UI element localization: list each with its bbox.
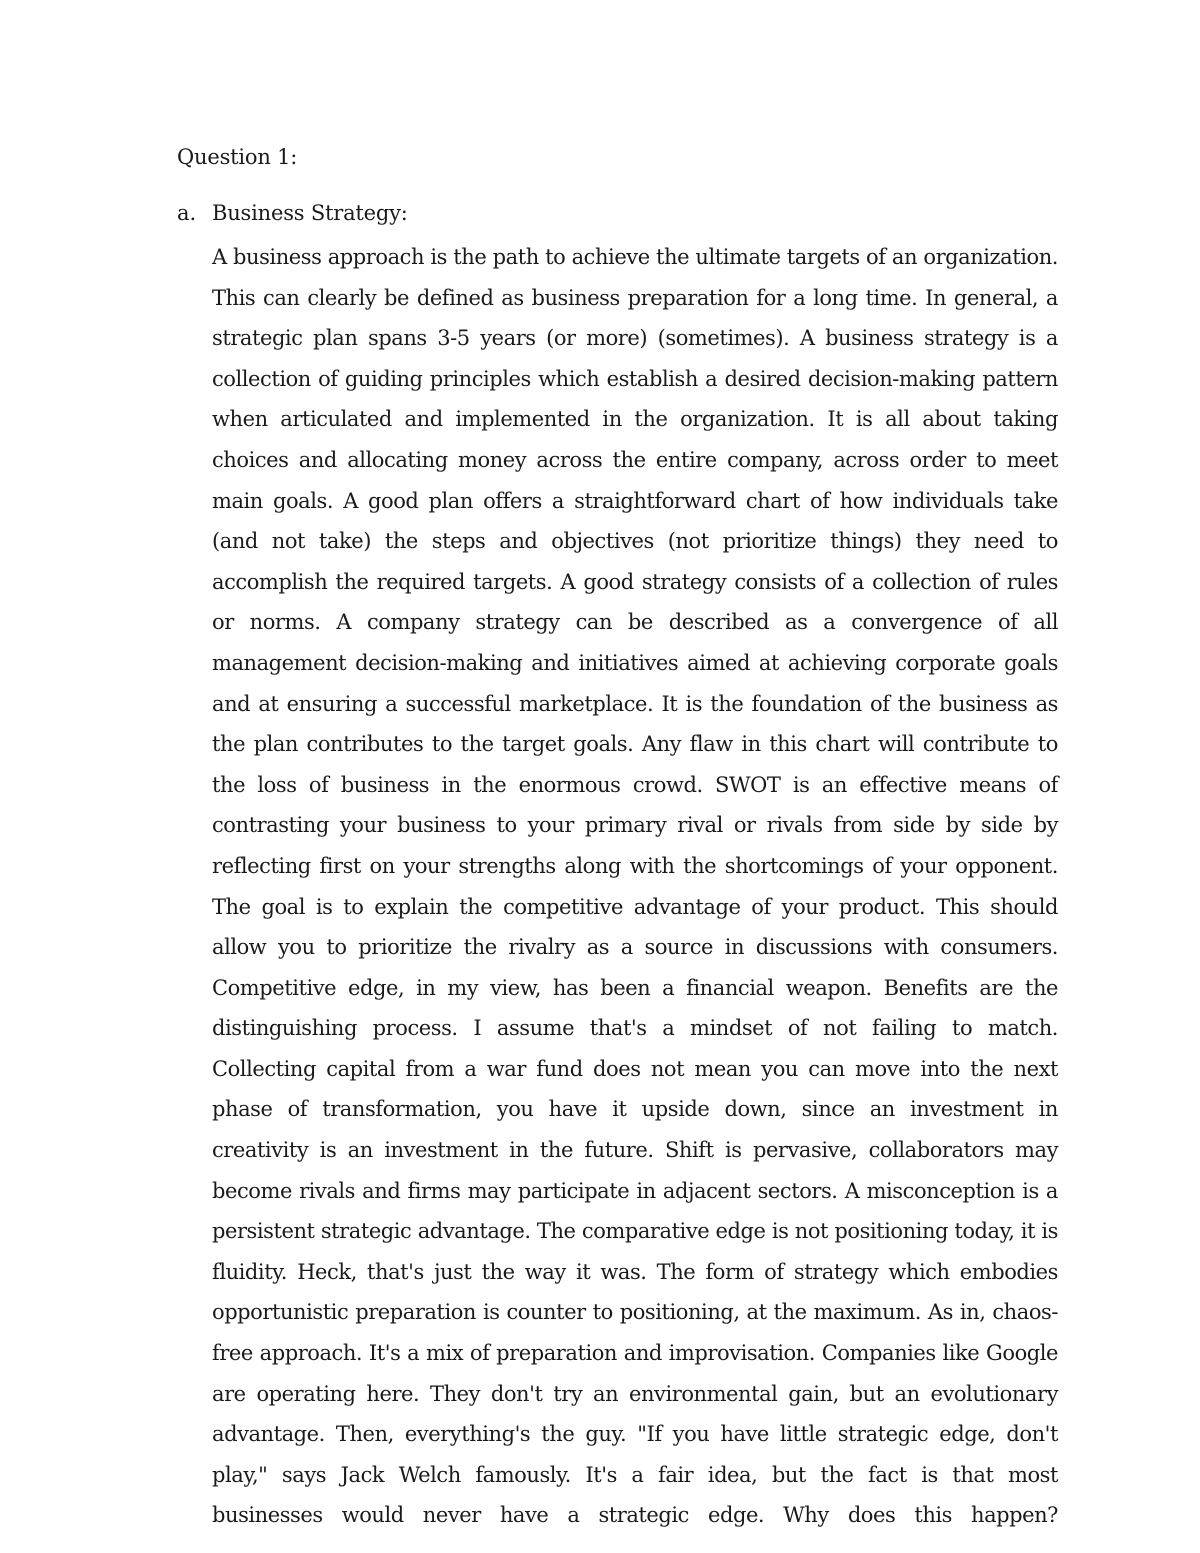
body-paragraph: A business approach is the path to achieve the ultimate targets of an organization. This can clearly be defined as business preparation for a long time. In general, a strategic plan spans 3-5 years (or more) (sometimes). A business strategy is a collection of guiding principles which establish a desired decision-making pattern when articulated and implemented in the organization. It is all about taking choices and allocating money across the entire company, across order to meet main goals. A good plan offers a straightforward chart of how individuals take (and not take) the steps and objectives (not prioritize things) they need to accomplish the required targets. A good strategy consists of a collection of rules or norms. A company strategy can be described as a convergence of all management decision-making and initiatives aimed at achieving corporate goals and at ensuring a successful marketplace. It is the foundation of the business as the plan contributes to the target goals. Any flaw in this chart will contribute to the loss of business in the enormous crowd. SWOT is an effective means of contrasting your business to your primary rival or rivals from side by side by reflecting first on your strengths along with the shortcomings of your opponent. The goal is to explain the competitive advantage of your product. This should allow you to prioritize the rivalry as a source in discussions with consumers. Competitive edge, in my view, has been a financial weapon. Benefits are the distinguishing process. I assume that's a mindset of not failing to match. Collecting capital from a war fund does not mean you can move into the next phase of transformation, you have it upside down, since an investment in creativity is an investment in the future. Shift is pervasive, collaborators may become rivals and firms may participate in adjacent sectors. A misconception is a persistent strategic advantage. The comparative edge is not positioning today, it is fluidity. Heck, that's just the way it was. The form of strategy which embodies opportunistic preparation is counter to positioning, at the maximum. As in, chaos-free approach. It's a mix of preparation and improvisation. Companies like Google are operating here. They don't try an environmental gain, but an evolutionary advantage. Then, everything's the guy. "If you have little strategic edge, don't play," says Jack Welch famously. It's a fair idea, but the fact is that most businesses would never have a strategic edge. Why does this happen? bbox=[212, 245, 1058, 1528]
list-item-marker: a. bbox=[177, 201, 197, 225]
section-title: Business Strategy: bbox=[212, 201, 408, 225]
question-heading: Question 1: bbox=[177, 145, 298, 169]
